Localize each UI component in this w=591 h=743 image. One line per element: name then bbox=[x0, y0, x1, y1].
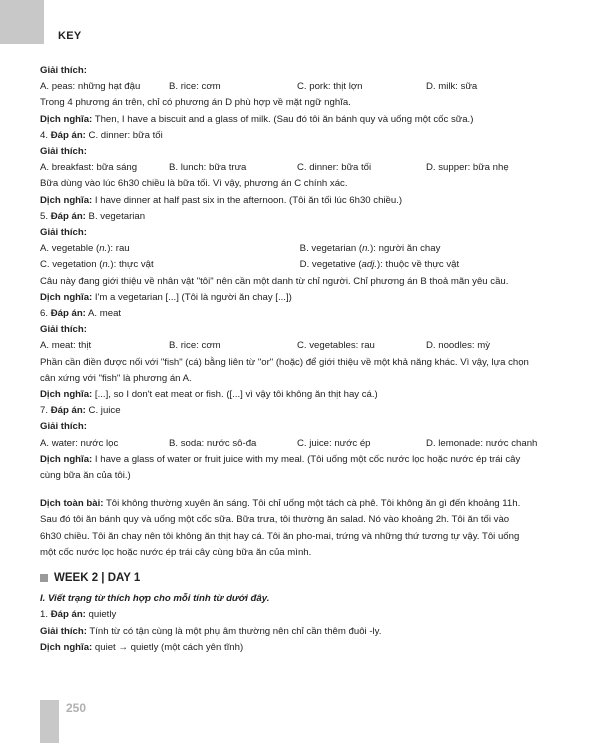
q6-option-a: A. meat: thịt bbox=[40, 340, 92, 352]
q3-option-c: C. pork: thịt lợn bbox=[297, 81, 363, 93]
q7-option-a: A. water: nước lọc bbox=[40, 437, 119, 449]
q5-option-b: B. vegetarian (n.): người ăn chay bbox=[299, 243, 441, 255]
q6-option-c: C. vegetables: rau bbox=[297, 340, 375, 352]
q3-translation: Then, I have a biscuit and a glass of milk. (Sau đó tôi ăn bánh quy và uống một cốc sữa.) bbox=[94, 113, 474, 125]
q6-option-b: B. rice: cơm bbox=[169, 340, 221, 352]
week-title: WEEK 2 | DAY 1 bbox=[54, 571, 141, 584]
w2-q1-answer: quietly bbox=[88, 609, 117, 621]
full-translation-line-1 bbox=[40, 496, 560, 512]
full-translation-label: Dịch toàn bài: bbox=[40, 498, 104, 510]
w2-q1-explanation-line bbox=[40, 624, 560, 640]
w2-q1-translation: quiet → quietly (một cách yên tĩnh) bbox=[94, 641, 244, 653]
week-heading bbox=[40, 569, 560, 587]
q5-explanation-label: Giải thích: bbox=[40, 227, 87, 239]
q6-translation: [...], so I don't eat meat or fish. ([...] vì vậy tôi không ăn thịt hay cá.) bbox=[94, 389, 378, 401]
q5-answer-line bbox=[40, 209, 560, 225]
q5-translation-line bbox=[40, 290, 560, 306]
w2-q1-explanation-label: Giải thích: bbox=[40, 625, 87, 637]
q4-answer-label: Đáp án: bbox=[50, 129, 86, 141]
q5-translation-label: Dịch nghĩa: bbox=[40, 291, 93, 303]
top-gray-tab bbox=[0, 0, 44, 44]
q4-option-c: C. dinner: bữa tối bbox=[297, 162, 372, 174]
q6-translation-label: Dịch nghĩa: bbox=[40, 389, 93, 401]
q5-option-c: C. vegetation (n.): thực vật bbox=[40, 259, 154, 271]
q5-answer-label: Đáp án: bbox=[50, 210, 86, 222]
w2-q1-answer-line bbox=[40, 607, 560, 623]
q5-option-a: A. vegetable (n.): rau bbox=[40, 243, 130, 255]
q4-option-b: B. lunch: bữa trưa bbox=[169, 162, 247, 174]
full-translation-4: một cốc nước lọc hoặc nước ép trái cây cùng bữa ăn của mình. bbox=[40, 546, 312, 558]
q4-option-a: A. breakfast: bữa sáng bbox=[40, 162, 138, 174]
q6-options bbox=[40, 338, 560, 354]
q7-answer: C. juice bbox=[88, 405, 121, 417]
q4-answer-line bbox=[40, 128, 560, 144]
q6-answer-label: Đáp án: bbox=[50, 308, 86, 320]
q3-option-a: A. peas: những hạt đậu bbox=[40, 81, 141, 93]
w2-q1-explanation: Tính từ có tận cùng là một phụ âm thường nên chỉ cần thêm đuôi -ly. bbox=[89, 625, 382, 637]
q7-option-c: C. juice: nước ép bbox=[297, 437, 371, 449]
q6-answer-line bbox=[40, 306, 560, 322]
q7-explanation-label: Giải thích: bbox=[40, 421, 87, 433]
q7-translation-line-1 bbox=[40, 452, 560, 468]
q7-option-b: B. soda: nước sô-đa bbox=[169, 437, 257, 449]
q6-number: 6. bbox=[40, 308, 49, 320]
q3-option-b: B. rice: cơm bbox=[169, 81, 221, 93]
q4-option-d: D. supper: bữa nhẹ bbox=[426, 162, 509, 174]
q6-explanation-2: cân xứng với "fish" là phương án A. bbox=[40, 372, 192, 384]
full-translation-2: Sau đó tôi ăn bánh quy và uống một cốc sữa. Bữa trưa, tôi thường ăn salad. Nó vào khoảng 2h. Tôi ăn tối vào bbox=[40, 514, 510, 526]
q5-option-d: D. vegetative (adj.): thuộc về thực vật bbox=[299, 259, 460, 271]
q7-options bbox=[40, 436, 560, 452]
header-key-label: KEY bbox=[58, 30, 82, 42]
w2-q1-translation-label: Dịch nghĩa: bbox=[40, 641, 93, 653]
q7-answer-line bbox=[40, 403, 560, 419]
q5-answer: B. vegetarian bbox=[88, 210, 146, 222]
q4-options bbox=[40, 160, 560, 176]
answer-key-content bbox=[40, 63, 560, 656]
q6-translation-line bbox=[40, 387, 560, 403]
full-translation-3: 6h30 chiều. Tôi ăn chay nên tôi không ăn thịt hay cá. Tôi ăn pho-mai, trứng và những thứ tương tự vậy. Tôi uống bbox=[40, 530, 520, 542]
q5-options-row1 bbox=[40, 241, 560, 257]
bottom-gray-tab bbox=[40, 700, 59, 743]
q7-option-d: D. lemonade: nước chanh bbox=[426, 437, 538, 449]
q7-answer-label: Đáp án: bbox=[50, 405, 86, 417]
q3-translation-label: Dịch nghĩa: bbox=[40, 113, 93, 125]
q6-explanation-1: Phần cần điền được nối với "fish" (cá) bằng liên từ "or" (hoặc) để giới thiệu về một khả năng khác. Vì vậy, lựa chọn bbox=[40, 356, 529, 368]
q3-options bbox=[40, 79, 560, 95]
q7-translation-1: I have a glass of water or fruit juice with my meal. (Tôi uống một cốc nước lọc hoặc nước ép trái cây bbox=[94, 453, 521, 465]
full-translation-1: Tôi không thường xuyên ăn sáng. Tôi chỉ uống một tách cà phê. Tôi không ăn gì đến khoảng 11h. bbox=[105, 498, 521, 510]
q5-explanation: Câu này đang giới thiệu về nhân vật "tôi" nên cần một danh từ chỉ người. Chỉ phương án B thoả mãn yêu cầu. bbox=[40, 275, 509, 287]
q6-answer: A. meat bbox=[88, 308, 122, 320]
q6-explanation-label: Giải thích: bbox=[40, 324, 87, 336]
q7-translation-2: cùng bữa ăn của tôi.) bbox=[40, 470, 131, 482]
w2-q1-answer-label: Đáp án: bbox=[50, 609, 86, 621]
q3-explanation-label: Giải thích: bbox=[40, 65, 87, 76]
q5-number: 5. bbox=[40, 210, 49, 222]
q5-options-row2 bbox=[40, 257, 560, 273]
w2-q1-number: 1. bbox=[40, 609, 49, 621]
q4-explanation: Bữa dùng vào lúc 6h30 chiều là bữa tối. Vì vậy, phương án C chính xác. bbox=[40, 178, 348, 190]
q6-option-d: D. noodles: mỳ bbox=[426, 340, 490, 352]
q4-translation: I have dinner at half past six in the afternoon. (Tôi ăn tối lúc 6h30 chiều.) bbox=[94, 194, 403, 206]
page-number: 250 bbox=[66, 701, 87, 715]
q3-explanation: Trong 4 phương án trên, chỉ có phương án D phù hợp về mặt ngữ nghĩa. bbox=[40, 97, 351, 109]
q5-translation: I'm a vegetarian [...] (Tôi là người ăn chay [...]) bbox=[94, 291, 292, 303]
q3-option-d: D. milk: sữa bbox=[426, 81, 478, 93]
q4-translation-line bbox=[40, 193, 560, 209]
q4-answer: C. dinner: bữa tối bbox=[88, 129, 163, 141]
q4-explanation-label: Giải thích: bbox=[40, 146, 87, 158]
q7-translation-label: Dịch nghĩa: bbox=[40, 453, 93, 465]
q7-number: 7. bbox=[40, 405, 49, 417]
q4-number: 4. bbox=[40, 129, 49, 141]
section-title: I. Viết trạng từ thích hợp cho mỗi tính từ dưới đây. bbox=[40, 593, 270, 605]
w2-q1-translation-line bbox=[40, 640, 560, 656]
heading-square-icon bbox=[40, 574, 48, 582]
q3-translation-line bbox=[40, 112, 560, 128]
q4-translation-label: Dịch nghĩa: bbox=[40, 194, 93, 206]
